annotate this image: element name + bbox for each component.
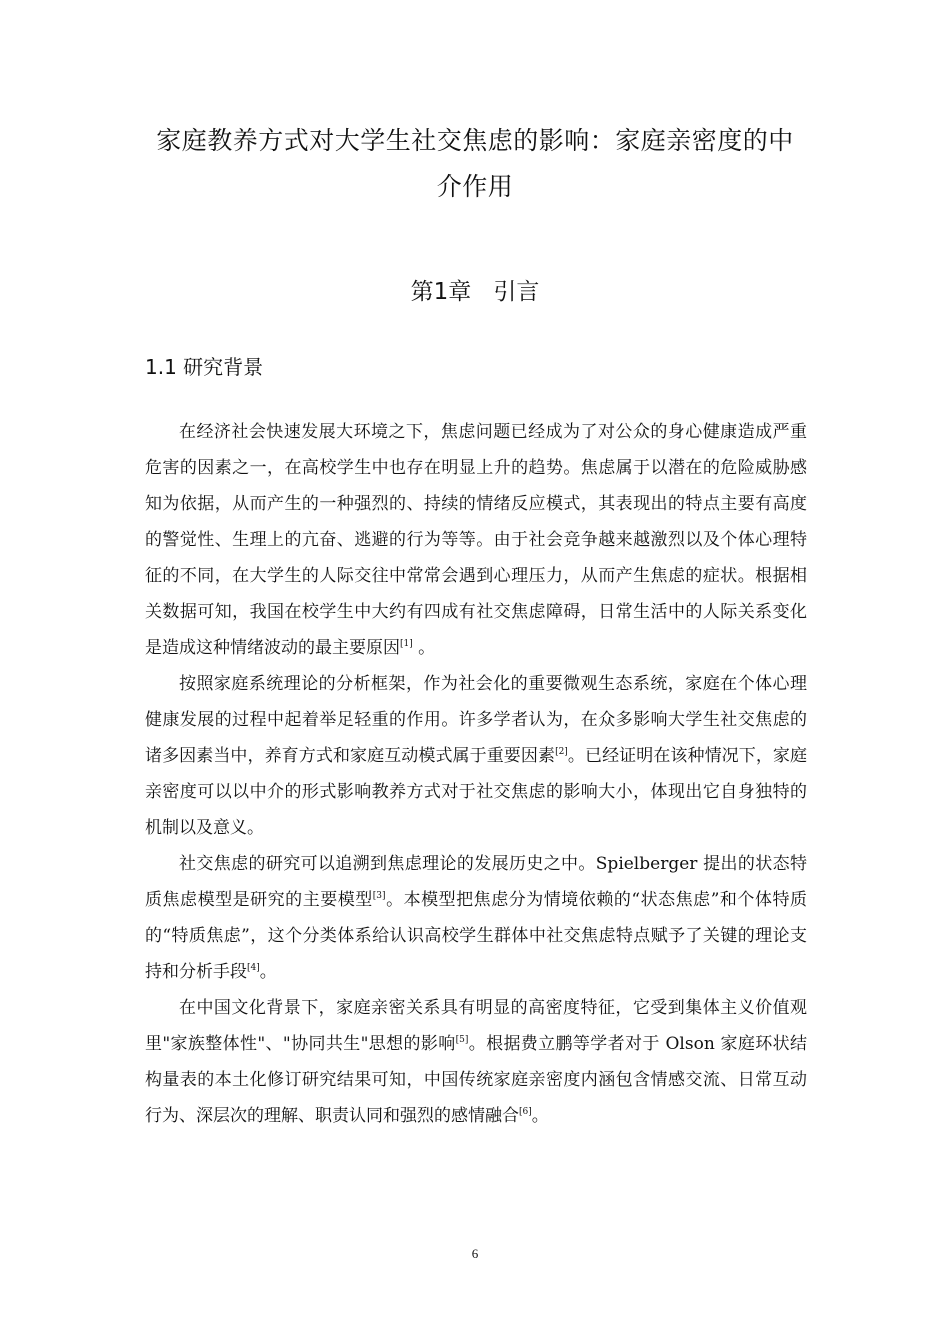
- page-number: 6: [471, 1246, 479, 1261]
- chapter-number: 第1章: [410, 279, 472, 305]
- paragraph-text: 。: [412, 638, 436, 658]
- paragraph-text: 在经济社会快速发展大环境之下，焦虑问题已经成为了对公众的身心健康造成严重危害的因素之一，在高校学生中也存在明显上升的趋势。焦虑属于以潜在的危险威胁感知为依据，从而产生的一种强烈的、持续的情绪反应模式，其表现出的特点主要有高度的警觉性、生理上的亢奋、逃避的行为等等。由于社会竞争越来越激烈以及个体心理特征的不同，在大学生的人际交往中常常会遇到心理压力，从而产生焦虑的症状。根据相关数据可知，我国在校学生中大约有四成有社交焦虑障碍，日常生活中的人际关系变化是造成这种情绪波动的最主要原因: [145, 422, 807, 658]
- paragraph-text: 。根据费立鹏等学者对于 Olson 家庭环状结构量表的本土化修订研究结果可知，中国传统家庭亲密度内涵包含情感交流、日常互动行为、深层次的理解、职责认同和强烈的感情融合: [145, 1034, 808, 1126]
- paragraph: [145, 666, 807, 846]
- paragraph-text: 。已经证明在该种情况下，家庭亲密度可以以中介的形式影响教养方式对于社交焦虑的影响大小，体现出它自身独特的机制以及意义。: [145, 746, 808, 838]
- paragraph: [145, 990, 807, 1134]
- paragraph-text: 在中国文化背景下，家庭亲密关系具有明显的高密度特征，它受到集体主义价值观里"家族整体性"、"协同共生"思想的影响: [145, 998, 807, 1054]
- citation: [2]: [555, 747, 568, 757]
- chapter-title: 引言: [493, 279, 540, 305]
- section-heading: 1.1 研究背景: [145, 355, 264, 379]
- paragraph-text: 。本模型把焦虑分为情境依赖的“状态焦虑”和个体特质的“特质焦虑”，这个分类体系给认识高校学生群体中社交焦虑特点赋予了关键的理论支持和分析手段: [145, 890, 807, 982]
- paragraph-text: 社交焦虑的研究可以追溯到焦虑理论的发展历史之中。Spielberger 提出的状态特质焦虑模型是研究的主要模型: [145, 854, 807, 910]
- paper-title: 家庭教养方式对大学生社交焦虑的影响：家庭亲密度的中介作用: [156, 126, 794, 201]
- citation: [1]: [400, 639, 413, 649]
- paragraph: [145, 846, 807, 990]
- chapter-heading: [145, 272, 805, 312]
- paragraph: [145, 414, 807, 666]
- paragraph-text: 按照家庭系统理论的分析框架，作为社会化的重要微观生态系统，家庭在个体心理健康发展的过程中起着举足轻重的作用。许多学者认为，在众多影响大学生社交焦虑的诸多因素当中，养育方式和家庭互动模式属于重要因素: [145, 674, 807, 766]
- body-text: [145, 414, 807, 1134]
- paragraph-text: 。: [531, 1106, 549, 1126]
- citation: [4]: [247, 963, 260, 973]
- paragraph-text: 。: [259, 962, 277, 982]
- citation: [6]: [519, 1107, 532, 1117]
- citation: [3]: [372, 891, 386, 901]
- citation: [5]: [455, 1035, 469, 1045]
